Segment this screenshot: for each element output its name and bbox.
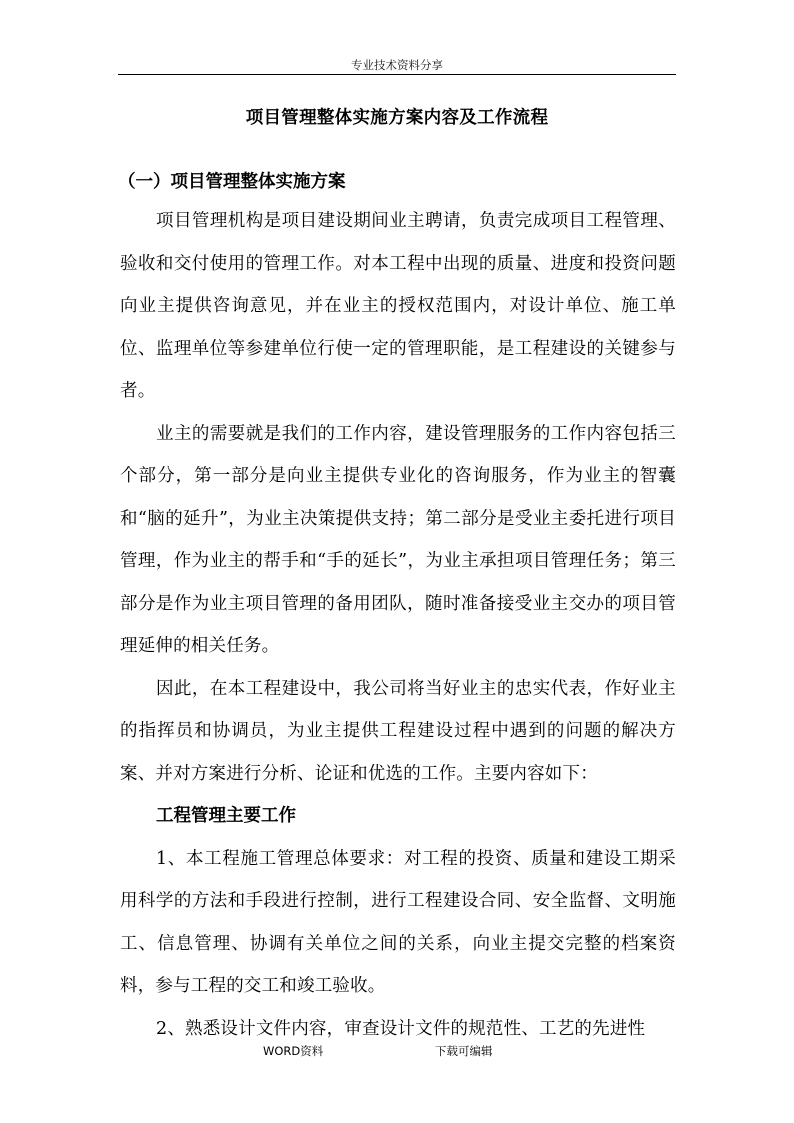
header-divider — [118, 74, 676, 75]
list-item-2: 2、熟悉设计文件内容，审查设计文件的规范性、工艺的先进性 — [156, 1018, 646, 1039]
footer-right-text: 下载可编辑 — [435, 1044, 493, 1058]
list-item-1: 1、本工程施工管理总体要求：对工程的投资、质量和建设工期采用科学的方法和手段进行控制，进行工程建设合同、安全监督、文明施工、信息管理、协调有关单位之间的关系，向业主提交完整的档案资料，参与工程的交工和竣工验收。 — [120, 848, 676, 996]
paragraph-3: 因此，在本工程建设中，我公司将当好业主的忠实代表，作好业主的指挥员和协调员，为业主提供工程建设过程中遇到的问题的解决方案、并对方案进行分析、论证和优选的工作。主要内容如下： — [120, 678, 676, 784]
section-heading: （一）项目管理整体实施方案 — [118, 172, 346, 192]
document-body — [120, 200, 676, 1050]
document-title: 项目管理整体实施方案内容及工作流程 — [245, 108, 549, 128]
paragraph-1: 项目管理机构是项目建设期间业主聘请，负责完成项目工程管理、验收和交付使用的管理工作。对本工程中出现的质量、进度和投资问题向业主提供咨询意见，并在业主的授权范围内，对设计单位、施工单位、监理单位等参建单位行使一定的管理职能，是工程建设的关键参与者。 — [120, 211, 676, 401]
paragraph-2: 业主的需要就是我们的工作内容，建设管理服务的工作内容包括三个部分，第一部分是向业主提供专业化的咨询服务，作为业主的智囊和“脑的延升”，为业主决策提供支持；第二部分是受业主委托进行项目管理，作为业主的帮手和“手的延长”，为业主承担项目管理任务；第三部分是作为业主项目管理的备用团队，随时准备接受业主交办的项目管理延伸的相关任务。 — [120, 423, 676, 656]
subheading: 工程管理主要工作 — [156, 806, 296, 826]
footer-left-text: WORD资料 — [263, 1044, 324, 1058]
page-header: 专业技术资料分享 — [351, 58, 443, 72]
page-footer — [0, 1042, 794, 1060]
